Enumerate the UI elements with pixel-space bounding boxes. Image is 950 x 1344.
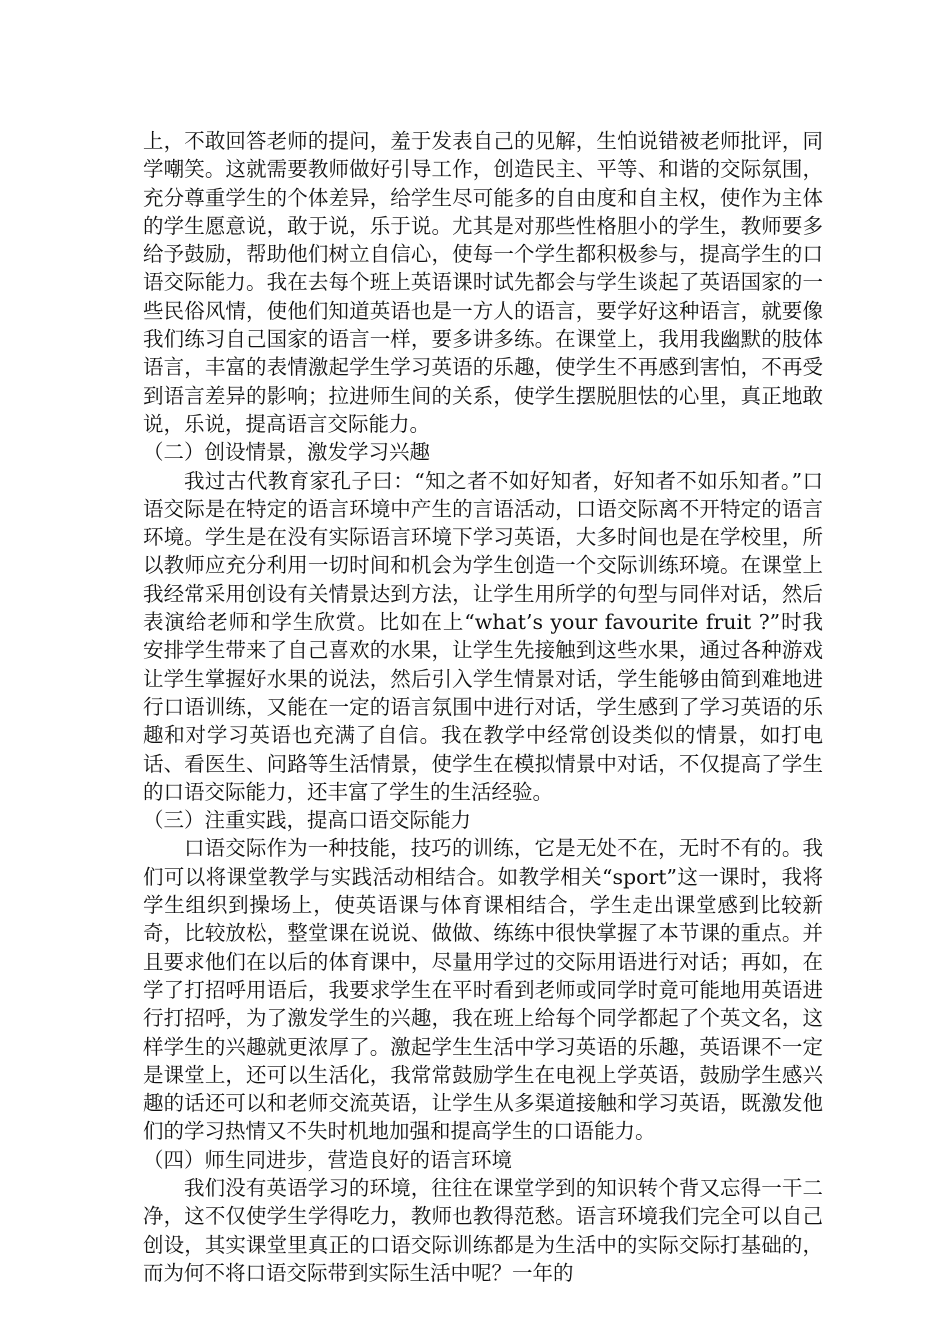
- section-heading-3: （三）注重实践，提高口语交际能力: [143, 808, 471, 833]
- body-paragraph-4: 我们没有英语学习的环境，往往在课堂学到的知识转个背又忘得一干二净，这不仅使学生学得吃力，教师也教得范愁。语言环境我们完全可以自己创设，其实课堂里真正的口语交际训练都是为生活中的实际交际打基础的，而为何不将口语交际带到实际生活中呢？一年的: [143, 1175, 823, 1285]
- document-page: [143, 127, 823, 1287]
- section-heading-4: （四）师生同进步，营造良好的语言环境: [143, 1147, 512, 1172]
- body-paragraph-2: 我过古代教育家孔子曰：“知之者不如好知者，好知者不如乐知者。”口语交际是在特定的语言环境中产生的言语活动，口语交际离不开特定的语言环境。学生是在没有实际语言环境下学习英语，大多时间也是在学校里，所以教师应充分利用一切时间和机会为学生创造一个交际训练环境。在课堂上我经常采用创设有关情景达到方法，让学生用所学的句型与同伴对话，然后表演给老师和学生欣赏。比如在上“what’s your favourite fruit ?”时我安排学生带来了自己喜欢的水果，让学生先接触到这些水果，通过各种游戏让学生掌握好水果的说法，然后引入学生情景对话，学生能够由简到难地进行口语训练，又能在一定的语言氛围中进行对话，学生感到了学习英语的乐趣和对学习英语也充满了自信。我在教学中经常创设类似的情景，如打电话、看医生、问路等生活情景，使学生在模拟情景中对话，不仅提高了学生的口语交际能力，还丰富了学生的生活经验。: [143, 468, 823, 804]
- section-heading-2: （二）创设情景，激发学习兴趣: [143, 440, 430, 465]
- body-paragraph-1: 上，不敢回答老师的提问，羞于发表自己的见解，生怕说错被老师批评，同学嘲笑。这就需要教师做好引导工作，创造民主、平等、和谐的交际氛围，充分尊重学生的个体差异，给学生尽可能多的自由度和自主权，使作为主体的学生愿意说，敢于说，乐于说。尤其是对那些性格胆小的学生，教师要多给予鼓励，帮助他们树立自信心，使每一个学生都积极参与，提高学生的口语交际能力。我在去每个班上英语课时试先都会与学生谈起了英语国家的一些民俗风情，使他们知道英语也是一方人的语言，要学好这种语言，就要像我们练习自己国家的语言一样，要多讲多练。在课堂上，我用我幽默的肢体语言，丰富的表情激起学生学习英语的乐趣，使学生不再感到害怕，不再受到语言差异的影响；拉进师生间的关系，使学生摆脱胆怯的心里，真正地敢说，乐说，提高语言交际能力。: [143, 129, 823, 436]
- body-paragraph-3: 口语交际作为一种技能，技巧的训练，它是无处不在，无时不有的。我们可以将课堂教学与实践活动相结合。如教学相关“sport”这一课时，我将学生组织到操场上，使英语课与体育课相结合，学生走出课堂感到比较新奇，比较放松，整堂课在说说、做做、练练中很快掌握了本节课的重点。并且要求他们在以后的体育课中，尽量用学过的交际用语进行对话；再如，在学了打招呼用语后，我要求学生在平时看到老师或同学时竟可能地用英语进行打招呼，为了激发学生的兴趣，我在班上给每个同学都起了个英文名，这样学生的兴趣就更浓厚了。激起学生生活中学习英语的乐趣，英语课不一定是课堂上，还可以生活化，我常常鼓励学生在电视上学英语，鼓励学生感兴趣的话还可以和老师交流英语，让学生从多渠道接触和学习英语，既激发他们的学习热情又不失时机地加强和提高学生的口语能力。: [143, 836, 823, 1144]
